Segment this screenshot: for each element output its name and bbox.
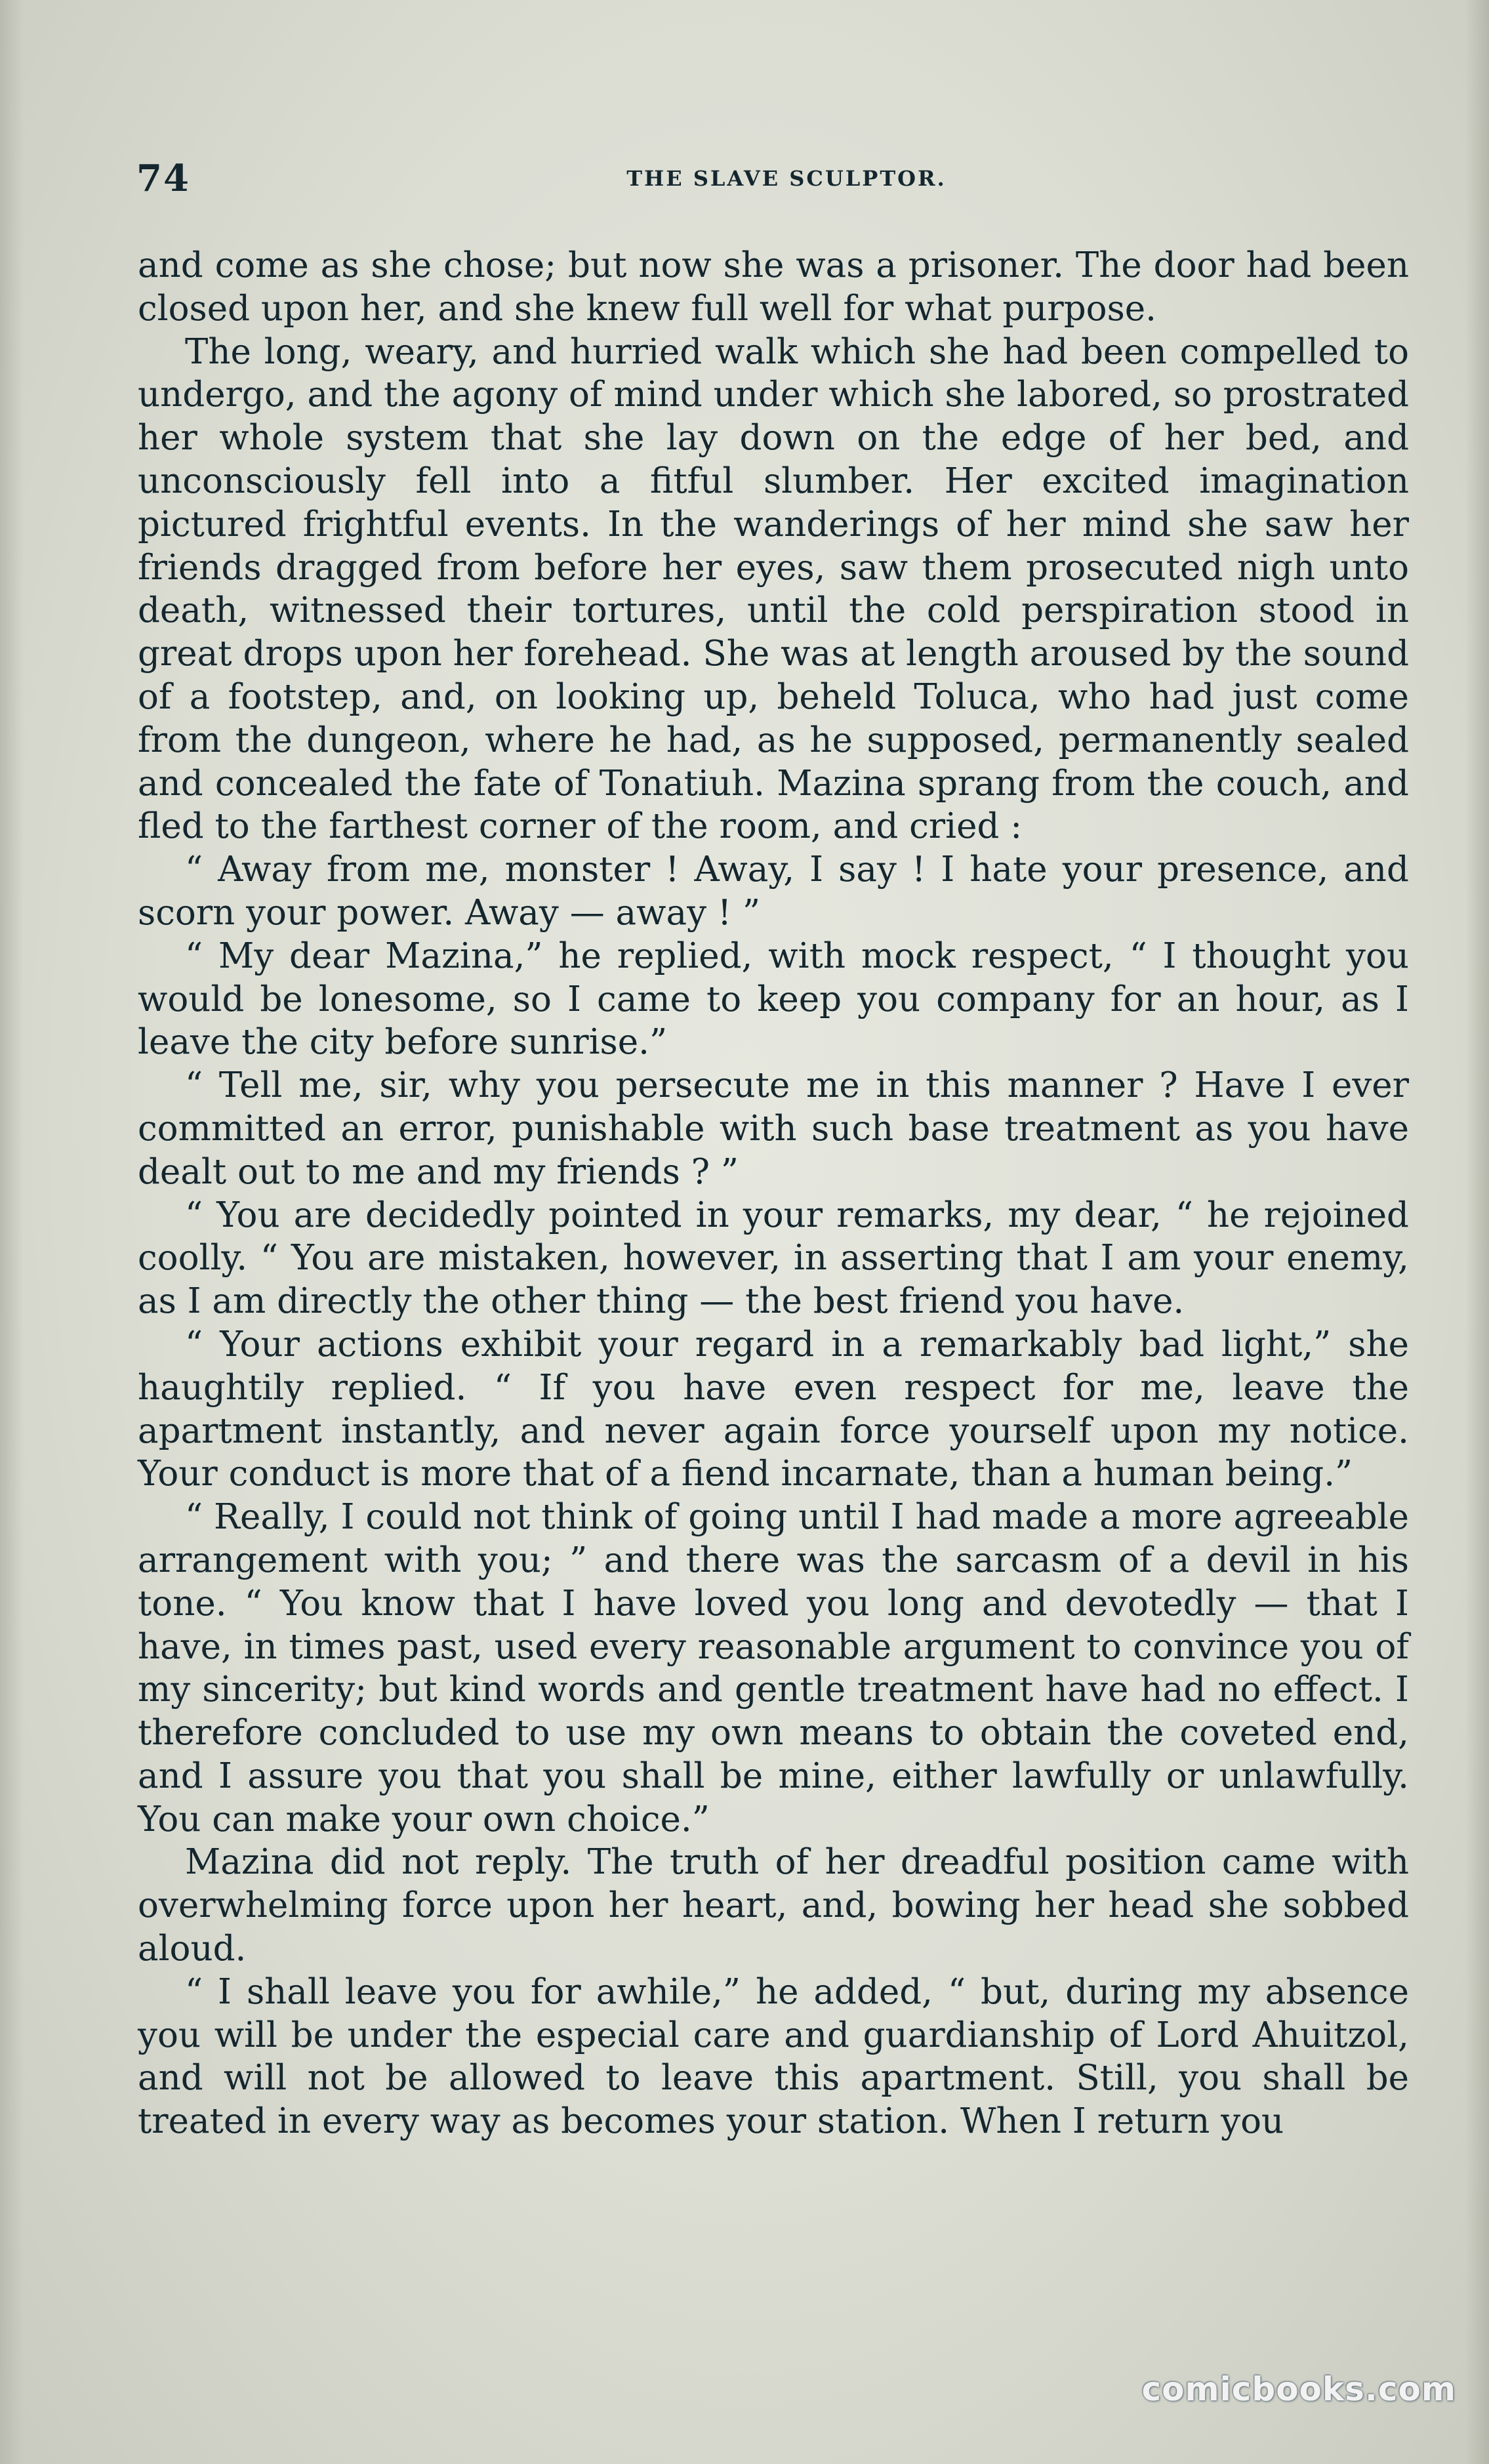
paragraph-7: “ Your actions exhibit your regard in a remarkably bad light,” she haughtily replied. “ If you have even respect for me, leave the apartment instantly, and never again force yourself upon my notice. Your conduct is more that of a fiend incarnate, than a human being.” xyxy=(138,1324,1409,1494)
page-header xyxy=(136,152,1410,205)
paragraph-6: “ You are decidedly pointed in your remarks, my dear, “ he rejoined coolly. “ You are mistaken, however, in asserting that I am your enemy, as I am directly the other thing — the best friend you have. xyxy=(138,1195,1409,1322)
paragraph-9: Mazina did not reply. The truth of her dreadful position came with overwhelming force upon her heart, and, bowing her head she sobbed aloud. xyxy=(138,1842,1409,1969)
page-number: 74 xyxy=(136,157,190,200)
page-edge-right xyxy=(1465,0,1489,2464)
paragraph-10: “ I shall leave you for awhile,” he added, “ but, during my absence you will be under the especial care and guardianship of Lord Ahuitzol, and will not be allowed to leave this apartment. Still, you shall be treated in every way as becomes your station. When I return you xyxy=(138,1971,1409,2142)
body-text xyxy=(138,244,1409,2143)
paragraph-8: “ Really, I could not think of going until I had made a more agreeable arrangement with you; ” and there was the sarcasm of a devil in his tone. “ You know that I have loved you long and devotedly — that I have, in times past, used every reasonable argument to convince you of my sincerity; but kind words and gentle treatment have had no effect. I therefore concluded to use my own means to obtain the coveted end, and I assure you that you shall be mine, either lawfully or unlawfully. You can make your own choice.” xyxy=(138,1497,1409,1839)
paragraph-4: “ My dear Mazina,” he replied, with mock respect, “ I thought you would be lonesome, so I came to keep you company for an hour, as I leave the city before sunrise.” xyxy=(138,935,1409,1063)
site-watermark: comicbooks.com xyxy=(1141,2370,1456,2408)
paragraph-5: “ Tell me, sir, why you persecute me in this manner ? Have I ever committed an error, punishable with such base treatment as you have dealt out to me and my friends ? ” xyxy=(138,1065,1409,1192)
paragraph-1: and come as she chose; but now she was a prisoner. The door had been closed upon her, and she knew full well for what purpose. xyxy=(138,245,1409,329)
running-title: THE SLAVE SCULPTOR. xyxy=(626,166,947,191)
paragraph-3: “ Away from me, monster ! Away, I say ! I hate your presence, and scorn your power. Away — away ! ” xyxy=(138,850,1409,933)
paragraph-2: The long, weary, and hurried walk which she had been compelled to undergo, and the agony of mind under which she labored, so prostrated her whole system that she lay down on the edge of her bed, and unconsciously fell into a fitful slumber. Her excited imagination pictured frightful events. In the wanderings of her mind she saw her friends dragged from before her eyes, saw them prosecuted nigh unto death, witnessed their tortures, until the cold perspiration stood in great drops upon her forehead. She was at length aroused by the sound of a footstep, and, on looking up, beheld Toluca, who had just come from the dungeon, where he had, as he supposed, permanently sealed and concealed the fate of Tonatiuh. Mazina sprang from the couch, and fled to the farthest corner of the room, and cried : xyxy=(138,331,1409,847)
page-edge-left xyxy=(0,0,24,2464)
